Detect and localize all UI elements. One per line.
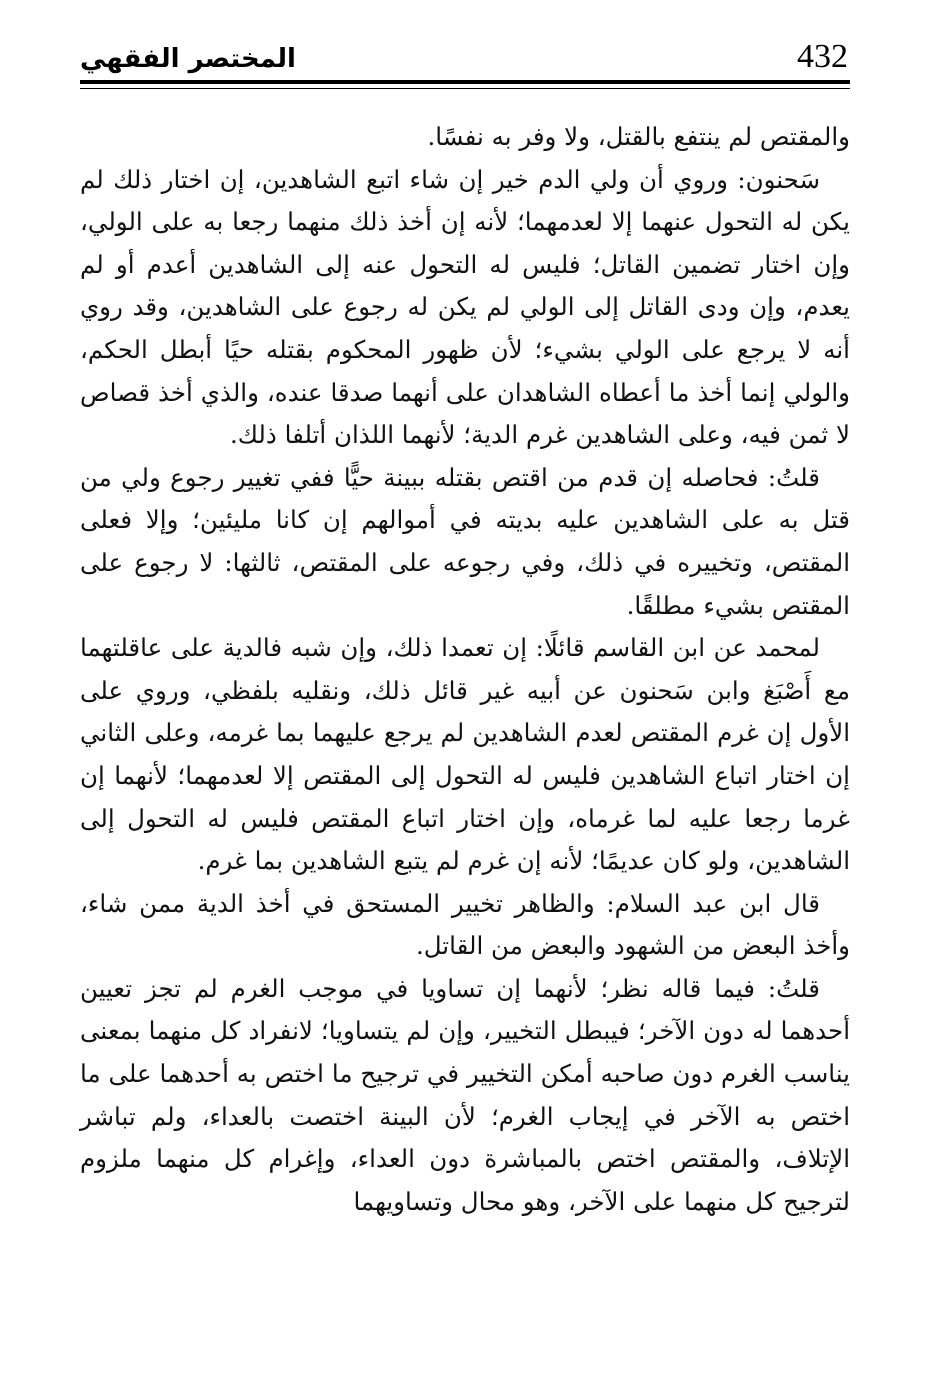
paragraph: والمقتص لم ينتفع بالقتل، ولا وفر به نفسًا.: [427, 122, 850, 151]
paragraph: قلتُ: فحاصله إن قدم من اقتص بقتله ببينة حيًّا ففي تغيير رجوع ولي من قتل به على الشاهدين عليه بديته في أموالهم إن كانا مليئين؛ وإلا فعلى المقتص، وتخييره في ذلك، وفي رجوعه على المقتص، ثالثها: لا رجوع على المقتص بشيء مطلقًا.: [80, 462, 850, 620]
paragraph: لمحمد عن ابن القاسم قائلًا: إن تعمدا ذلك، وإن شبه فالدية على عاقلتهما مع أَصْبَغ وابن سَحنون عن أبيه غير قائل ذلك، ونقليه بلفظي، وروي على الأول إن غرم المقتص لعدم الشاهدين لم يرجع عليهما بما غرمه، وعلى الثاني إن اختار اتباع الشاهدين فليس له التحول إلى المقتص إلا لعدمهما؛ لأنهما إن غرما رجعا عليه لما غرماه، وإن اختار اتباع المقتص فليس له التحول إلى الشاهدين، ولو كان عديمًا؛ لأنه إن غرم لم يتبع الشاهدين بما غرم.: [80, 633, 850, 876]
paragraph: قال ابن عبد السلام: والظاهر تخيير المستحق في أخذ الدية ممن شاء، وأخذ البعض من الشهود والبعض من القاتل.: [80, 888, 850, 961]
paragraph: قلتُ: فيما قاله نظر؛ لأنهما إن تساويا في موجب الغرم لم تجز تعيين أحدهما له دون الآخر؛ فيبطل التخيير، وإن لم يتساويا؛ لانفراد كل منهما بمعنى يناسب الغرم دون صاحبه أمكن التخيير في ترجيح ما اختص به أحدهما على ما اختص به الآخر في إيجاب الغرم؛ لأن البينة اختصت بالعداء، ولم تباشر الإتلاف، والمقتص اختص بالمباشرة دون العداء، وإغرام كل منهما ملزوم لترجيح كل منهما على الآخر، وهو محال وتساويهما: [80, 973, 850, 1216]
header-rule-thick: [80, 80, 850, 84]
body-text: [80, 116, 850, 1223]
paragraph: سَحنون: وروي أن ولي الدم خير إن شاء اتبع الشاهدين، إن اختار ذلك لم يكن له التحول عنهما إلا لعدمهما؛ لأنه إن أخذ ذلك منهما رجعا به على الولي، وإن اختار تضمين القاتل؛ فليس له التحول عنه إلى الشاهدين أعدم أو لم يعدم، وإن ودى القاتل إلى الولي لم يكن له رجوع على الشاهدين، وقد روي أنه لا يرجع على الولي بشيء؛ لأن ظهور المحكوم بقتله حيًا أبطل الحكم، والولي إنما أخذ ما أعطاه الشاهدان على أنهما صدقا عنده، والذي أخذ قصاص لا ثمن فيه، وعلى الشاهدين غرم الدية؛ لأنهما اللذان أتلفا ذلك.: [80, 164, 850, 450]
page-number: 432: [797, 38, 848, 75]
book-title: المختصر الفقهي: [80, 44, 296, 74]
header-rule-thin: [80, 88, 850, 89]
